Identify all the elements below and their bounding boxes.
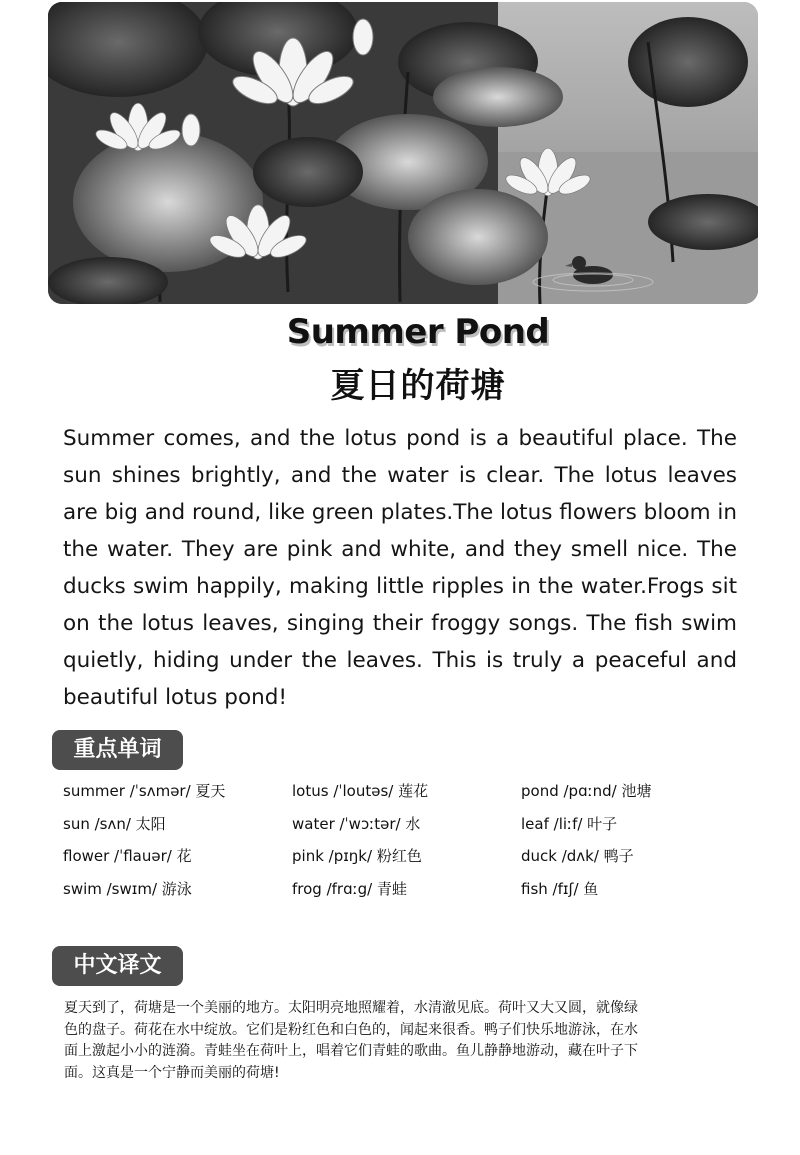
vocab-item: pond /pɑːnd/ 池塘 <box>521 782 652 800</box>
lotus-pond-illustration <box>48 2 758 304</box>
vocab-item: summer /ˈsʌmər/ 夏天 <box>63 782 226 800</box>
vocab-item: frog /frɑːg/ 青蛙 <box>292 879 408 898</box>
chinese-translation: 夏天到了，荷塘是一个美丽的地方。太阳明亮地照耀着，水清澈见底。荷叶又大又圆，就像绿色的盘子。荷花在水中绽放。它们是粉红色和白色的，闻起来很香。鸭子们快乐地游泳，在水面上激起小小的涟漪。青蛙坐在荷叶上，唱着它们青蛙的歌曲。鱼儿静静地游动，藏在叶子下面。这真是一个宁静而美丽的荷塘! <box>64 1000 638 1081</box>
reading-passage: Summer comes, and the lotus pond is a beautiful place. The sun shines brightly, and the water is clear. The lotus leaves are big and round, like green plates.The lotus flowers bloom in the water. They are pink and white, and they smell nice. The ducks swim happily, making little ripples in the water.Frogs sit on the lotus leaves, singing their froggy songs. The fish swim quietly, hiding under the leaves. This is truly a peaceful and beautiful lotus pond! <box>63 426 737 710</box>
title-english: Summer Pond <box>286 312 550 352</box>
vocab-item: water /ˈwɔːtər/ 水 <box>292 814 421 833</box>
vocab-item: duck /dʌk/ 鸭子 <box>521 847 634 865</box>
vocab-item: lotus /ˈloutəs/ 莲花 <box>292 782 429 800</box>
vocab-item: fish /fɪʃ/ 鱼 <box>521 879 599 898</box>
vocab-item: leaf /liːf/ 叶子 <box>521 814 618 833</box>
vocab-section-label: 重点单词 <box>52 730 183 770</box>
vocab-item: flower /ˈflauər/ 花 <box>63 847 192 865</box>
title-chinese: 夏日的荷塘 <box>330 366 506 406</box>
vocab-item: sun /sʌn/ 太阳 <box>63 814 166 833</box>
vocab-item: swim /swɪm/ 游泳 <box>63 879 192 898</box>
translation-section-label: 中文译文 <box>52 946 183 986</box>
vocabulary-list <box>63 780 763 910</box>
lotus-pond-illustration-icon <box>48 2 758 304</box>
vocab-item: pink /pɪŋk/ 粉红色 <box>292 847 422 865</box>
